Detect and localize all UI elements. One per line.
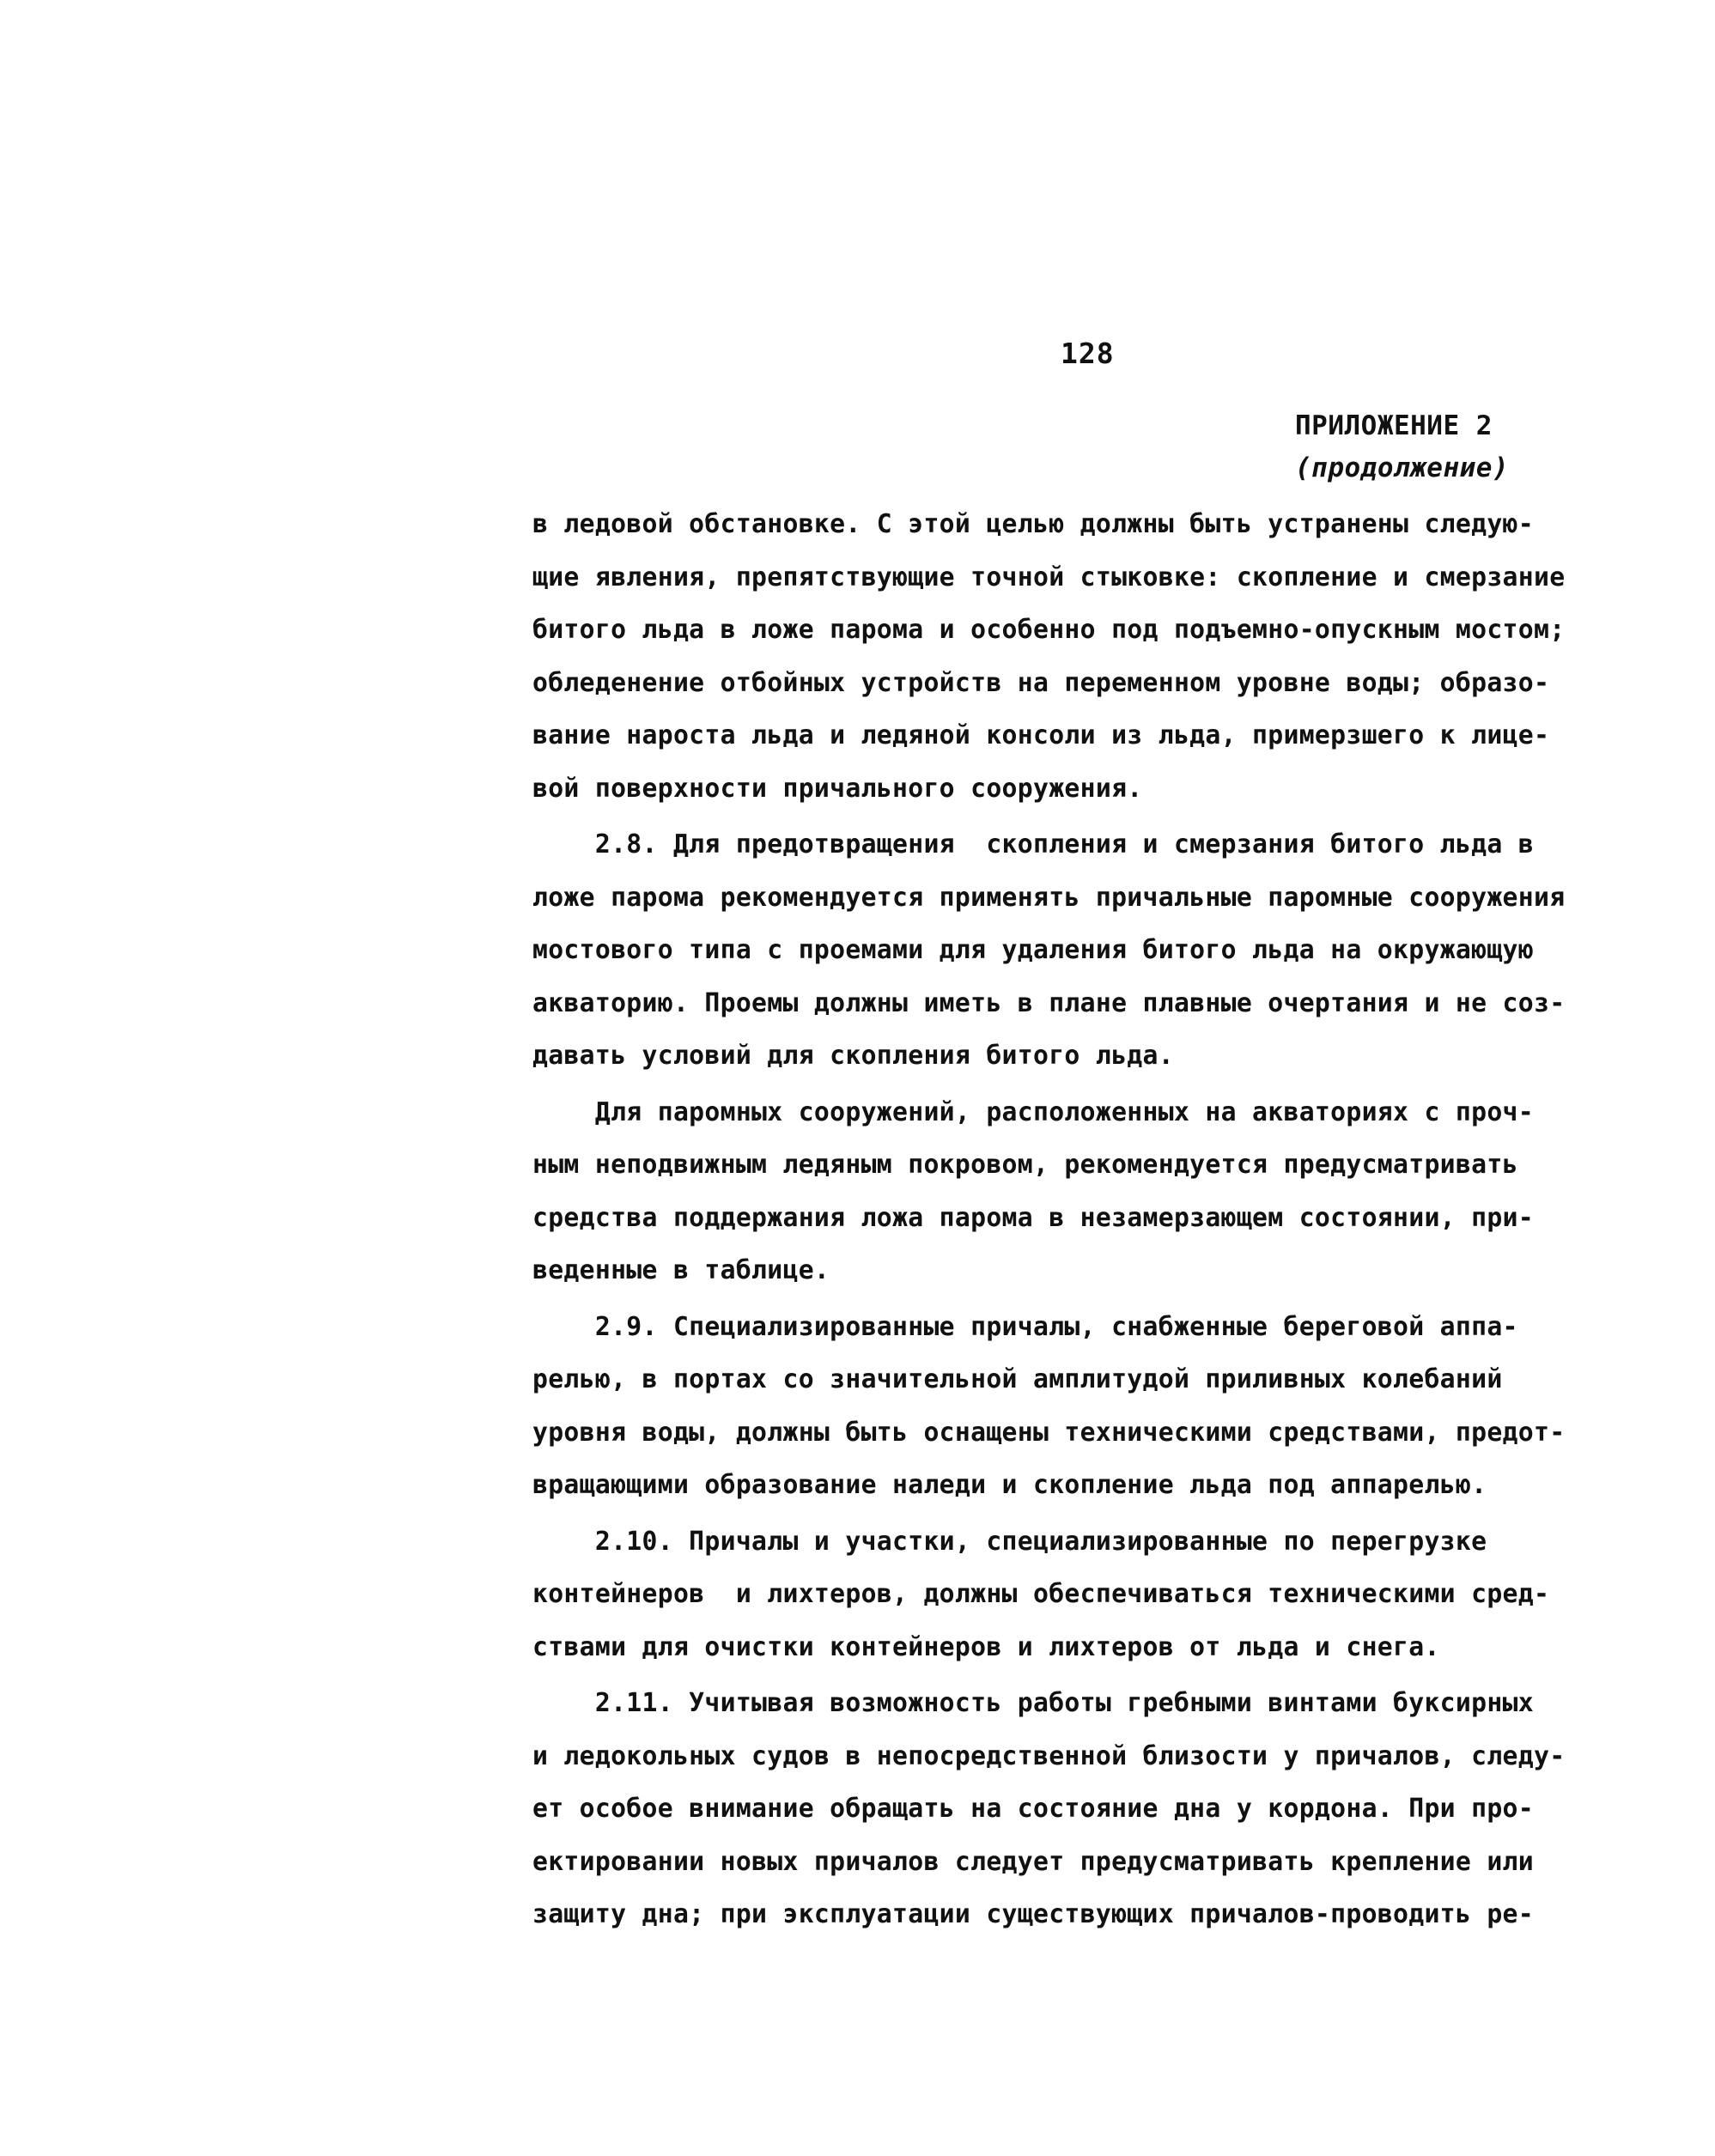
text-line: средства поддержания ложа парома в незамерзающем состоянии, при- xyxy=(532,1202,1534,1233)
text-line: уровня воды, должны быть оснащены техническими средствами, предот- xyxy=(532,1417,1566,1448)
paragraph xyxy=(532,1301,1632,1512)
paragraph xyxy=(532,1515,1632,1674)
text-line: мостового типа с проемами для удаления битого льда на окружающую xyxy=(532,935,1534,965)
text-line: ным неподвижным ледяным покровом, рекомендуется предусматривать xyxy=(532,1150,1518,1180)
text-line: акваторию. Проемы должны иметь в плане плавные очертания и не соз- xyxy=(532,987,1566,1018)
appendix-title: ПРИЛОЖЕНИЕ 2 xyxy=(1295,410,1493,441)
text-line: Для паромных сооружений, расположенных на акваториях с проч- xyxy=(532,1096,1534,1127)
text-line: 2.11. Учитывая возможность работы гребными винтами буксирных xyxy=(532,1688,1534,1718)
paragraph xyxy=(532,1086,1632,1297)
appendix-subtitle: (продолжение) xyxy=(1295,452,1510,483)
text-line: контейнеров и лихтеров, должны обеспечиваться техническими сред- xyxy=(532,1579,1550,1609)
text-line: 2.9. Специализированные причалы, снабженные береговой аппа- xyxy=(532,1311,1518,1342)
page-number: 128 xyxy=(1061,337,1115,370)
paragraph xyxy=(532,1677,1632,1941)
text-line: ет особое внимание обращать на состояние дна у кордона. При про- xyxy=(532,1794,1534,1824)
text-line: 2.10. Причалы и участки, специализированные по перегрузке xyxy=(532,1526,1487,1557)
text-line: вание нароста льда и ледяной консоли из льда, примерзшего к лице- xyxy=(532,720,1550,750)
text-line: ектировании новых причалов следует предусматривать крепление или xyxy=(532,1846,1534,1877)
text-line: защиту дна; при эксплуатации существующих причалов-проводить ре- xyxy=(532,1899,1534,1929)
text-line: веденные в таблице. xyxy=(532,1255,830,1285)
text-line: ложе парома рекомендуется применять причальные паромные сооружения xyxy=(532,882,1566,913)
text-line: вращающими образование наледи и скопление льда под аппарелью. xyxy=(532,1470,1487,1500)
text-line: ствами для очистки контейнеров и лихтеров от льда и снега. xyxy=(532,1631,1440,1662)
text-line: щие явления, препятствующие точной стыковке: скопление и смерзание xyxy=(532,562,1566,592)
paragraph xyxy=(532,818,1632,1083)
text-line: и ледокольных судов в непосредственной близости у причалов, следу- xyxy=(532,1740,1566,1771)
text-line: битого льда в ложе парома и особенно под подъемно-опускным мостом; xyxy=(532,615,1566,645)
text-line: в ледовой обстановке. С этой целью должны быть устранены следую- xyxy=(532,509,1534,539)
text-line: вой поверхности причального сооружения. xyxy=(532,773,1143,804)
body-text xyxy=(532,498,1632,1941)
text-line: обледенение отбойных устройств на переменном уровне воды; образо- xyxy=(532,667,1550,698)
text-line: релью, в портах со значительной амплитудой приливных колебаний xyxy=(532,1364,1503,1394)
text-line: давать условий для скопления битого льда. xyxy=(532,1041,1174,1071)
text-line: 2.8. Для предотвращения скопления и смерзания битого льда в xyxy=(532,829,1534,859)
paragraph xyxy=(532,498,1632,815)
